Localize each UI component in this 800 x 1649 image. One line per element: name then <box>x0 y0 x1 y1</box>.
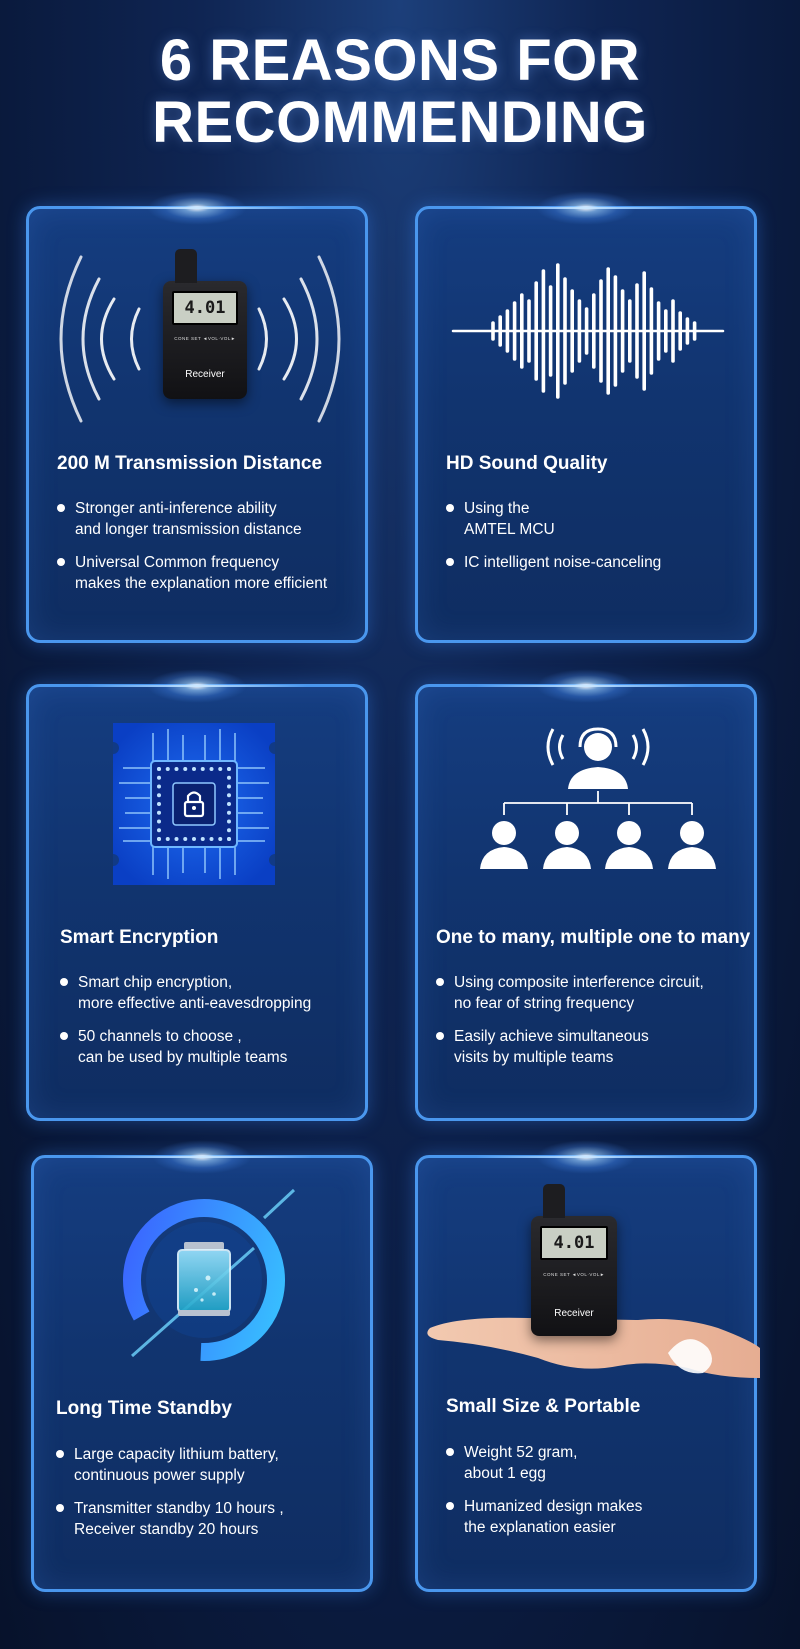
card-bullet-list <box>60 972 311 1080</box>
page-title-line-1: 6 REASONS FOR <box>159 28 641 93</box>
card-long-time-standby <box>31 1155 373 1592</box>
receiver-brand-label: Receiver <box>185 369 225 380</box>
list-item: Humanized design makes the explanation easier <box>446 1496 642 1538</box>
card-bullet-list <box>446 498 661 585</box>
card-one-to-many <box>415 684 757 1121</box>
list-item: IC intelligent noise-canceling <box>446 552 661 573</box>
card-title: One to many, multiple one to many <box>436 927 751 948</box>
page-title-line-2: RECOMMENDING <box>152 90 648 155</box>
receiver-brand-label: Receiver <box>554 1308 594 1319</box>
list-item: Smart chip encryption, more effective anti-eavesdropping <box>60 972 311 1014</box>
receiver-display: 4.01 <box>540 1226 608 1260</box>
top-glow <box>147 191 247 225</box>
list-item: Universal Common frequency makes the explanation more efficient <box>57 552 327 594</box>
card-title: 200 M Transmission Distance <box>57 453 323 474</box>
card-transmission-distance <box>26 206 368 643</box>
card-hd-sound-quality <box>415 206 757 643</box>
page-title <box>0 30 800 154</box>
card-title: HD Sound Quality <box>446 453 608 474</box>
receiver-keys: CONE SET ◄VOL·VOL► <box>543 1272 605 1277</box>
list-item: Weight 52 gram, about 1 egg <box>446 1442 642 1484</box>
card-title: Smart Encryption <box>60 927 219 948</box>
list-item: 50 channels to choose , can be used by multiple teams <box>60 1026 311 1068</box>
list-item: Stronger anti-inference ability and longer transmission distance <box>57 498 327 540</box>
list-item: Using composite interference circuit, no fear of string frequency <box>436 972 704 1014</box>
receiver-keys: CONE SET ◄VOL·VOL► <box>174 336 236 341</box>
top-glow <box>536 669 636 703</box>
top-glow <box>147 669 247 703</box>
team-hierarchy-icon <box>418 717 760 892</box>
card-title: Small Size & Portable <box>446 1396 641 1417</box>
chip-lock-icon <box>113 723 275 885</box>
card-bullet-list <box>436 972 704 1080</box>
receiver-display: 4.01 <box>172 291 238 325</box>
card-small-size-portable <box>415 1155 757 1592</box>
receiver-device-image <box>531 1216 617 1336</box>
list-item: Transmitter standby 10 hours , Receiver standby 20 hours <box>56 1498 284 1540</box>
card-title: Long Time Standby <box>56 1398 232 1419</box>
card-bullet-list <box>57 498 327 606</box>
card-bullet-list <box>56 1444 284 1552</box>
sound-wave-icon <box>418 239 760 439</box>
top-glow <box>536 191 636 225</box>
list-item: Using the AMTEL MCU <box>446 498 661 540</box>
top-glow <box>536 1140 636 1174</box>
card-smart-encryption <box>26 684 368 1121</box>
list-item: Large capacity lithium battery, continuous power supply <box>56 1444 284 1486</box>
battery-ring-icon <box>104 1178 304 1368</box>
receiver-device-image <box>163 281 247 399</box>
list-item: Easily achieve simultaneous visits by multiple teams <box>436 1026 704 1068</box>
top-glow <box>152 1140 252 1174</box>
card-bullet-list <box>446 1442 642 1550</box>
